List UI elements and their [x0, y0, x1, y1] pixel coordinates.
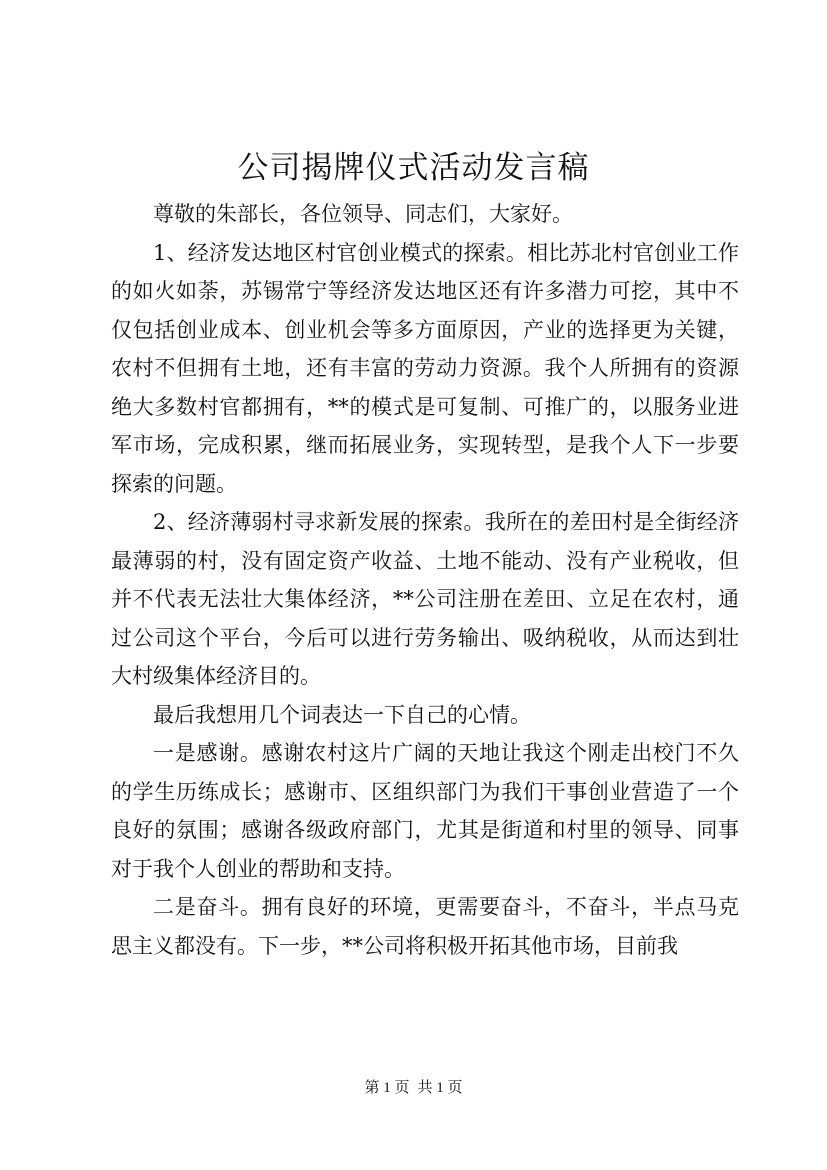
paragraph-point-1: 1、经济发达地区村官创业模式的探索。相比苏北村官创业工作的如火如荼，苏锡常宁等经济发达地区还有许多潜力可挖，其中不仅包括创业成本、创业机会等多方面原因，产业的选择更为关键，农村不但拥有土地，还有丰富的劳动力资源。我个人所拥有的资源绝大多数村官都拥有，**的模式是可复制、可推广的，以服务业进军市场，完成积累，继而拓展业务，实现转型，是我个人下一步要探索的问题。 [111, 240, 739, 496]
paragraph-point-2: 2、经济薄弱村寻求新发展的探索。我所在的差田村是全街经济最薄弱的村，没有固定资产收益、土地不能动、没有产业税收，但并不代表无法壮大集体经济，**公司注册在差田、立足在农村，通过公司这个平台，今后可以进行劳务输出、吸纳税收，从而达到壮大村级集体经济目的。 [111, 510, 739, 688]
page-number: 第 1 页 [364, 1080, 410, 1096]
paragraph-closing-intro: 最后我想用几个词表达一下自己的心情。 [153, 702, 531, 727]
paragraph-greeting: 尊敬的朱部长，各位领导、同志们，大家好。 [153, 202, 573, 226]
page-footer [0, 1078, 827, 1098]
paragraph-struggle: 二是奋斗。拥有良好的环境，更需要奋斗，不奋斗，半点马克思主义都没有。下一步，**公司将积极开拓其他市场，目前我 [111, 895, 739, 958]
paragraph-thanks: 一是感谢。感谢农村这片广阔的天地让我这个刚走出校门不久的学生历练成长；感谢市、区组织部门为我们干事创业营造了一个良好的氛围；感谢各级政府部门，尤其是街道和村里的领导、同事对于我个人创业的帮助和支持。 [111, 741, 739, 881]
document-body [111, 195, 739, 965]
document-title: 公司揭牌仪式活动发言稿 [237, 150, 590, 186]
page-total: 共 1 页 [417, 1080, 463, 1096]
